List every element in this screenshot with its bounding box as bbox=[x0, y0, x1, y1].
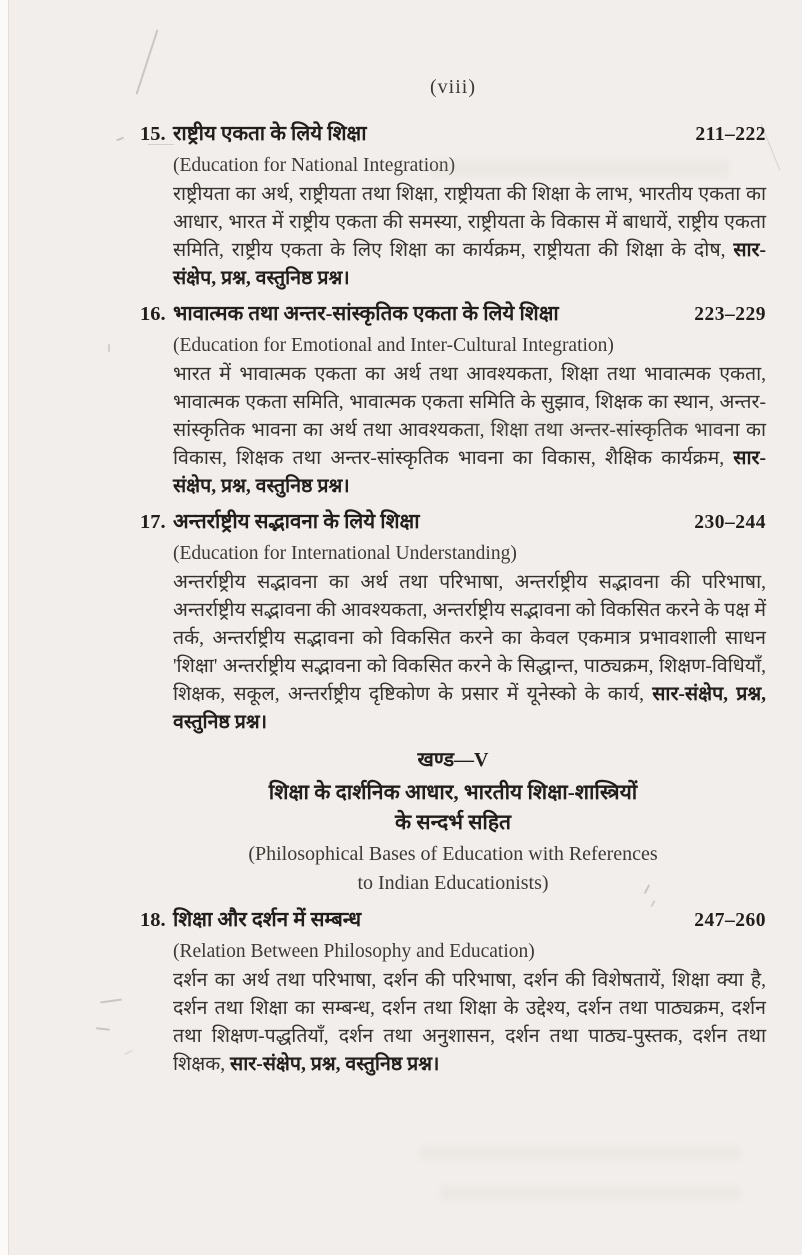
entry-description bbox=[173, 181, 766, 293]
toc-entry-17 bbox=[140, 508, 766, 737]
entry-body bbox=[173, 332, 766, 501]
entry-title-english: (Education for National Integration) bbox=[173, 155, 456, 176]
entry-title-hindi: भावात्मक तथा अन्तर-सांस्कृतिक एकता के लिये शिक्षा bbox=[173, 303, 559, 325]
entry-page-range: 223–229 bbox=[694, 304, 766, 325]
toc-entry-15 bbox=[140, 120, 766, 293]
section-title-english-line1: (Philosophical Bases of Education with References bbox=[248, 843, 658, 865]
entry-description-bold: सार-संक्षेप, प्रश्न, वस्तुनिष्ठ प्रश्न। bbox=[173, 684, 767, 733]
bleedthrough-blob-4 bbox=[440, 1185, 740, 1201]
entry-title-hindi: शिक्षा और दर्शन में सम्बन्ध bbox=[173, 909, 362, 931]
entry-description-text: दर्शन का अर्थ तथा परिभाषा, दर्शन की परिभाषा, दर्शन की विशेषतायें, शिक्षा क्या है, दर्शन तथा शिक्षा का सम्बन्ध, दर्शन तथा शिक्षा के उद्देश्य, दर्शन तथा पाठ्यक्रम, दर्शन तथा शिक्षण-पद्धतियाँ, दर्शन तथा अनुशासन, दर्शन तथा पाठ्य-पुस्तक, दर्शन तथा शिक्षक, bbox=[173, 970, 766, 1075]
entry-description bbox=[173, 569, 766, 737]
section-header bbox=[140, 747, 766, 898]
section-title-english-line2: to Indian Educationists) bbox=[357, 872, 549, 894]
page-scan-edge bbox=[0, 0, 8, 1255]
section-label: खण्ड—V bbox=[417, 749, 489, 771]
entry-head bbox=[140, 120, 766, 149]
entry-body bbox=[173, 938, 766, 1079]
entry-title-english: (Education for Emotional and Inter-Cultural Integration) bbox=[173, 335, 614, 356]
entry-description-bold: सार-संक्षेप, प्रश्न, वस्तुनिष्ठ प्रश्न। bbox=[230, 1054, 440, 1075]
entry-page-range: 211–222 bbox=[695, 124, 766, 145]
entry-description-text: अन्तर्राष्ट्रीय सद्भावना का अर्थ तथा परिभाषा, अन्तर्राष्ट्रीय सद्भावना की परिभाषा, अन्तर्राष्ट्रीय सद्भावना की आवश्यकता, अन्तर्राष्ट्रीय सद्भावना को विकसित करने के पक्ष में तर्क, अन्तर्राष्ट्रीय सद्भावना को विकसित करने का केवल एकमात्र प्रभावशाली साधन 'शिक्षा' अन्तर्राष्ट्रीय सद्भावना को विकसित करने के सिद्धान्त, पाठ्यक्रम, शिक्षण-विधियाँ, शिक्षक, सकूल, अन्तर्राष्ट्रीय दृष्टिकोण के प्रसार में यूनेस्को के कार्य, bbox=[173, 572, 766, 705]
entry-page-range: 247–260 bbox=[694, 910, 766, 931]
pencil-tilde-entry-18 bbox=[100, 998, 122, 1003]
entry-title-hindi: अन्तर्राष्ट्रीय सद्भावना के लिये शिक्षा bbox=[173, 511, 420, 533]
entry-description-bold: सार-संक्षेप, प्रश्न, वस्तुनिष्ठ प्रश्न। bbox=[173, 448, 766, 497]
pencil-tick-entry-16 bbox=[108, 344, 110, 352]
entry-title-hindi: राष्ट्रीय एकता के लिये शिक्षा bbox=[173, 123, 367, 145]
bleedthrough-blob-3 bbox=[420, 1145, 740, 1161]
entry-head bbox=[140, 508, 766, 537]
entry-title-english: (Education for International Understanding) bbox=[173, 543, 517, 564]
section-title-hindi-line1: शिक्षा के दार्शनिक आधार, भारतीय शिक्षा-शास्त्रियों bbox=[268, 780, 638, 804]
entry-head bbox=[140, 906, 766, 935]
entry-description-bold: सार-संक्षेप, प्रश्न, वस्तुनिष्ठ प्रश्न। bbox=[173, 240, 767, 289]
entry-description-text: भारत में भावात्मक एकता का अर्थ तथा आवश्यकता, शिक्षा तथा भावात्मक एकता, भावात्मक एकता समिति, भावात्मक एकता समिति के सुझाव, शिक्षक का स्थान, अन्तर-सांस्कृतिक भावना का अर्थ तथा आवश्यकता, शिक्षा तथा अन्तर-सांस्कृतिक भावना का विकास, शिक्षक तथा अन्तर-सांस्कृतिक भावना का विकास, शैक्षिक कार्यक्रम, bbox=[173, 364, 766, 469]
pencil-dash-entry-18 bbox=[96, 1027, 110, 1030]
pencil-tick-entry-18 bbox=[124, 1050, 133, 1055]
entry-number: 17. bbox=[140, 511, 166, 533]
page-scan-edge-line bbox=[8, 0, 9, 1255]
entry-head bbox=[140, 300, 766, 329]
bleedthrough-blob-1 bbox=[430, 160, 730, 178]
entry-page-range: 230–244 bbox=[694, 512, 766, 533]
toc-content bbox=[140, 76, 766, 1086]
section-title-hindi-line2: के सन्दर्भ सहित bbox=[395, 810, 511, 834]
page-folio: (viii) bbox=[430, 76, 476, 98]
pencil-tick-entry-15 bbox=[116, 137, 124, 141]
toc-entry-16 bbox=[140, 300, 766, 501]
entry-title-english: (Relation Between Philosophy and Education) bbox=[173, 941, 535, 962]
bleedthrough-blob-2 bbox=[470, 420, 730, 436]
entry-body bbox=[173, 540, 766, 737]
entry-description-text: राष्ट्रीयता का अर्थ, राष्ट्रीयता तथा शिक्षा, राष्ट्रीयता की शिक्षा के लाभ, भारतीय एकता का आधार, भारत में राष्ट्रीय एकता की समस्या, राष्ट्रीयता के विकास में बाधायें, राष्ट्रीय एकता समिति, राष्ट्रीय एकता के लिए शिक्षा का कार्यक्रम, राष्ट्रीयता की शिक्षा के दोष, bbox=[173, 184, 766, 261]
entry-number: 16. bbox=[140, 303, 166, 325]
entry-number: 15. bbox=[140, 123, 166, 145]
toc-entry-18 bbox=[140, 906, 766, 1079]
entry-description bbox=[173, 967, 766, 1079]
entry-number: 18. bbox=[140, 909, 166, 931]
